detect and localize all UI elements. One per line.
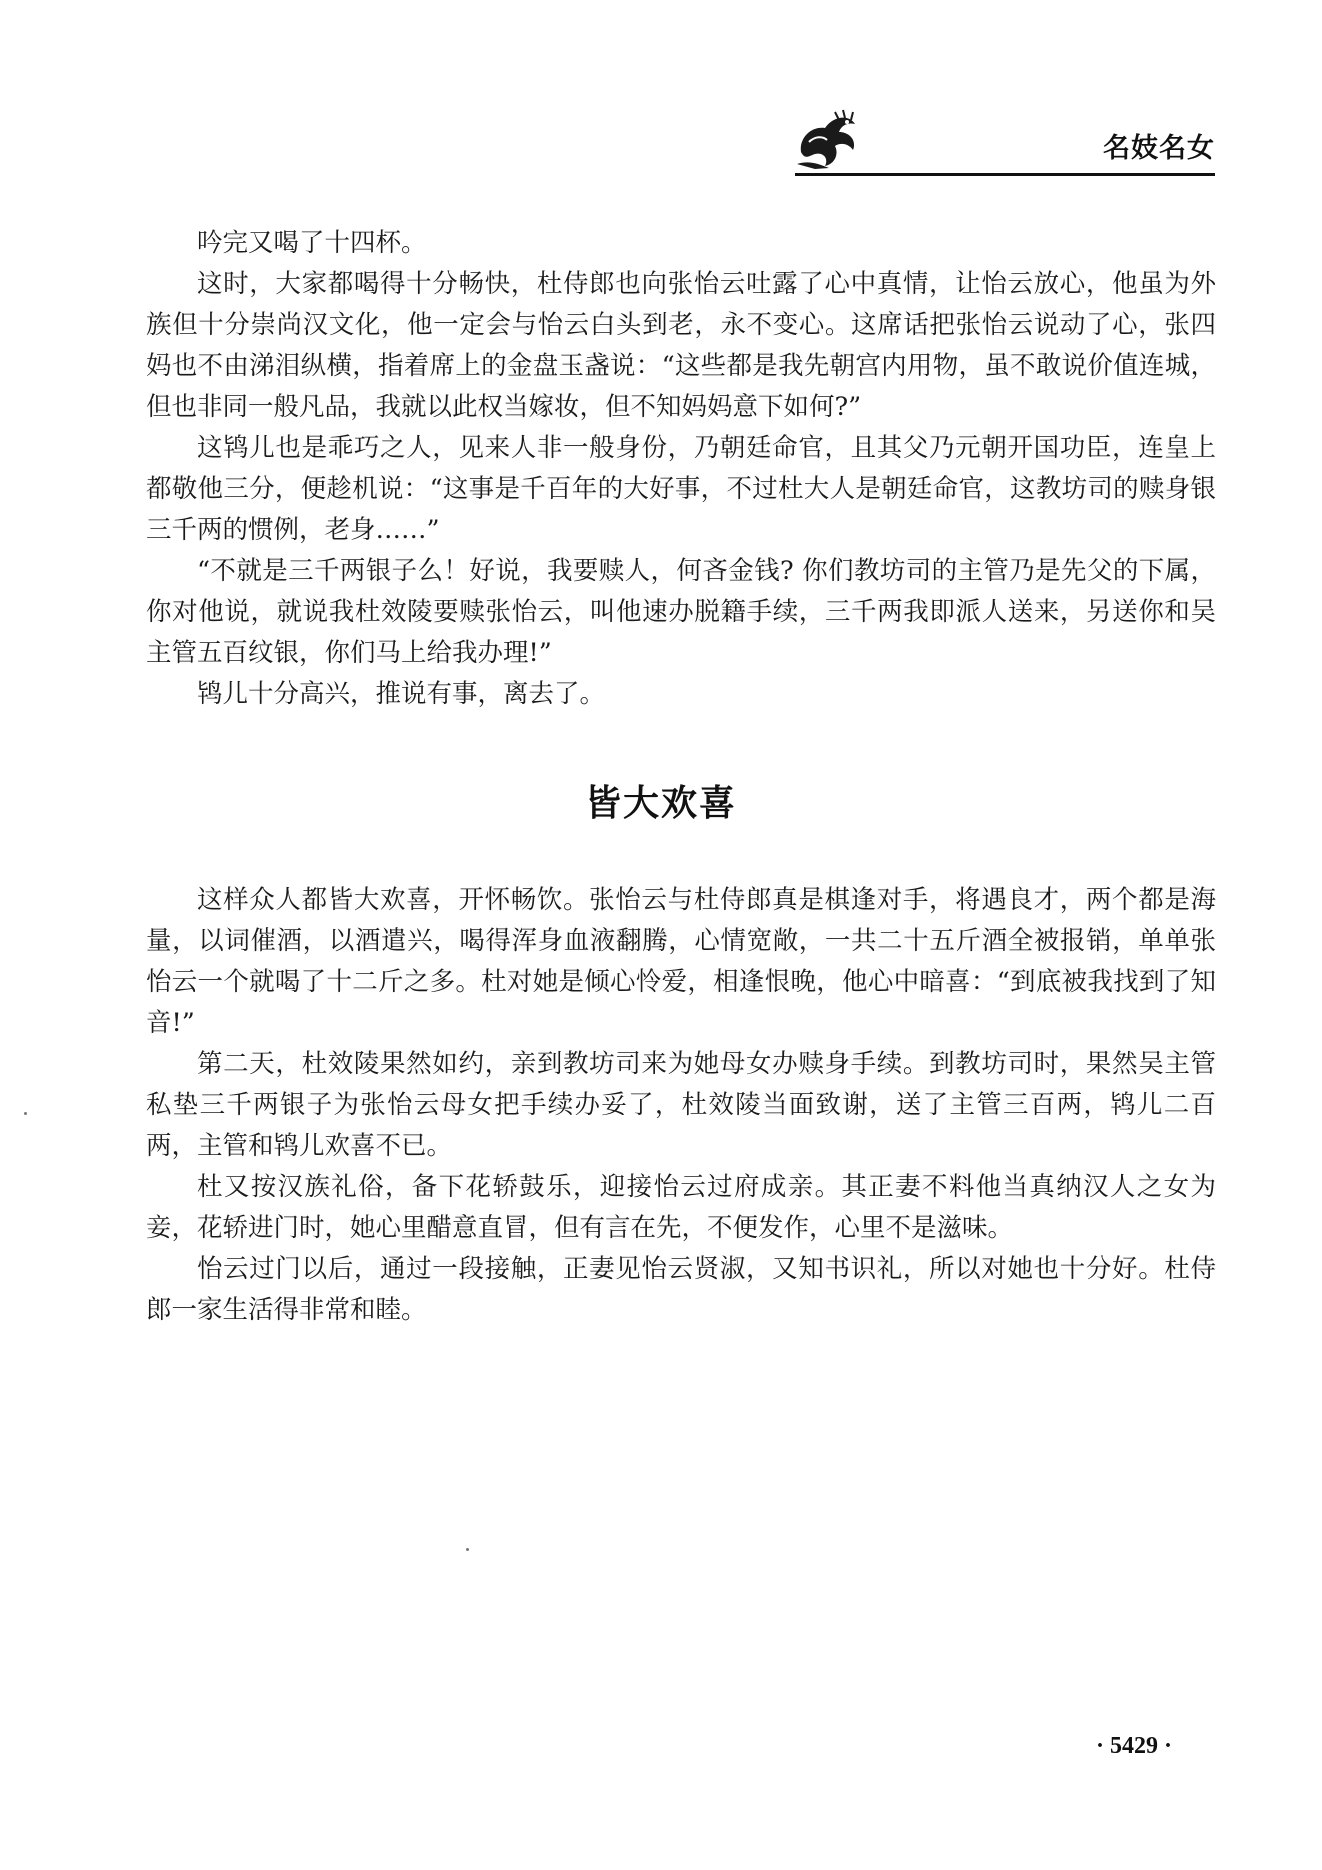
section-heading: 皆大欢喜 bbox=[584, 783, 737, 824]
paragraph: 这鸨儿也是乖巧之人，见来人非一般身份，乃朝廷命官，且其父乃元朝开国功臣，连皇上都敬他三分，便趁机说：“这事是千百年的大好事，不过杜大人是朝廷命官，这教坊司的赎身银三千两的惯例，老身……” bbox=[146, 433, 1216, 545]
paragraph: 吟完又喝了十四杯。 bbox=[197, 228, 427, 258]
dragon-emblem-icon bbox=[795, 108, 863, 170]
paragraph: 第二天，杜效陵果然如约，亲到教坊司来为她母女办赎身手续。到教坊司时，果然吴主管私垫三千两银子为张怡云母女把手续办妥了，杜效陵当面致谢，送了主管三百两，鸨儿二百两，主管和鸨儿欢喜不已。 bbox=[146, 1049, 1216, 1161]
page-number: · 5429 · bbox=[1095, 1733, 1172, 1759]
paragraph: “不就是三千两银子么！好说，我要赎人，何吝金钱? 你们教坊司的主管乃是先父的下属，你对他说，就说我杜效陵要赎张怡云，叫他速办脱籍手续，三千两我即派人送来，另送你和吴主管五百纹银，你们马上给我办理!” bbox=[146, 556, 1216, 668]
paragraph: 杜又按汉族礼俗，备下花轿鼓乐，迎接怡云过府成亲。其正妻不料他当真纳汉人之女为妾，花轿进门时，她心里醋意直冒，但有言在先，不便发作，心里不是滋味。 bbox=[146, 1172, 1216, 1243]
paragraph: 这样众人都皆大欢喜，开怀畅饮。张怡云与杜侍郎真是棋逢对手，将遇良才，两个都是海量，以词催酒，以酒遣兴，喝得浑身血液翻腾，心情宽敞，一共二十五斤酒全被报销，单单张怡云一个就喝了十二斤之多。杜对她是倾心怜爱，相逢恨晚，他心中暗喜：“到底被我找到了知音!” bbox=[146, 885, 1216, 1038]
running-header bbox=[795, 108, 1215, 172]
paragraph: 这时，大家都喝得十分畅快，杜侍郎也向张怡云吐露了心中真情，让怡云放心，他虽为外族但十分崇尚汉文化，他一定会与怡云白头到老，永不变心。这席话把张怡云说动了心，张四妈也不由涕泪纵横，指着席上的金盘玉盏说：“这些都是我先朝宫内用物，虽不敢说价值连城，但也非同一般凡品，我就以此权当嫁妆，但不知妈妈意下如何?” bbox=[146, 269, 1216, 422]
paragraph: 鸨儿十分高兴，推说有事，离去了。 bbox=[197, 679, 606, 709]
scan-speck bbox=[24, 1112, 27, 1115]
paragraph: 怡云过门以后，通过一段接触，正妻见怡云贤淑，又知书识礼，所以对她也十分好。杜侍郎一家生活得非常和睦。 bbox=[146, 1254, 1216, 1325]
body-text-before-section bbox=[146, 223, 1216, 715]
header-title: 名妓名女 bbox=[1103, 133, 1215, 164]
body-text-after-section bbox=[146, 880, 1216, 1331]
scan-speck bbox=[466, 1548, 469, 1551]
header-divider bbox=[795, 173, 1215, 176]
